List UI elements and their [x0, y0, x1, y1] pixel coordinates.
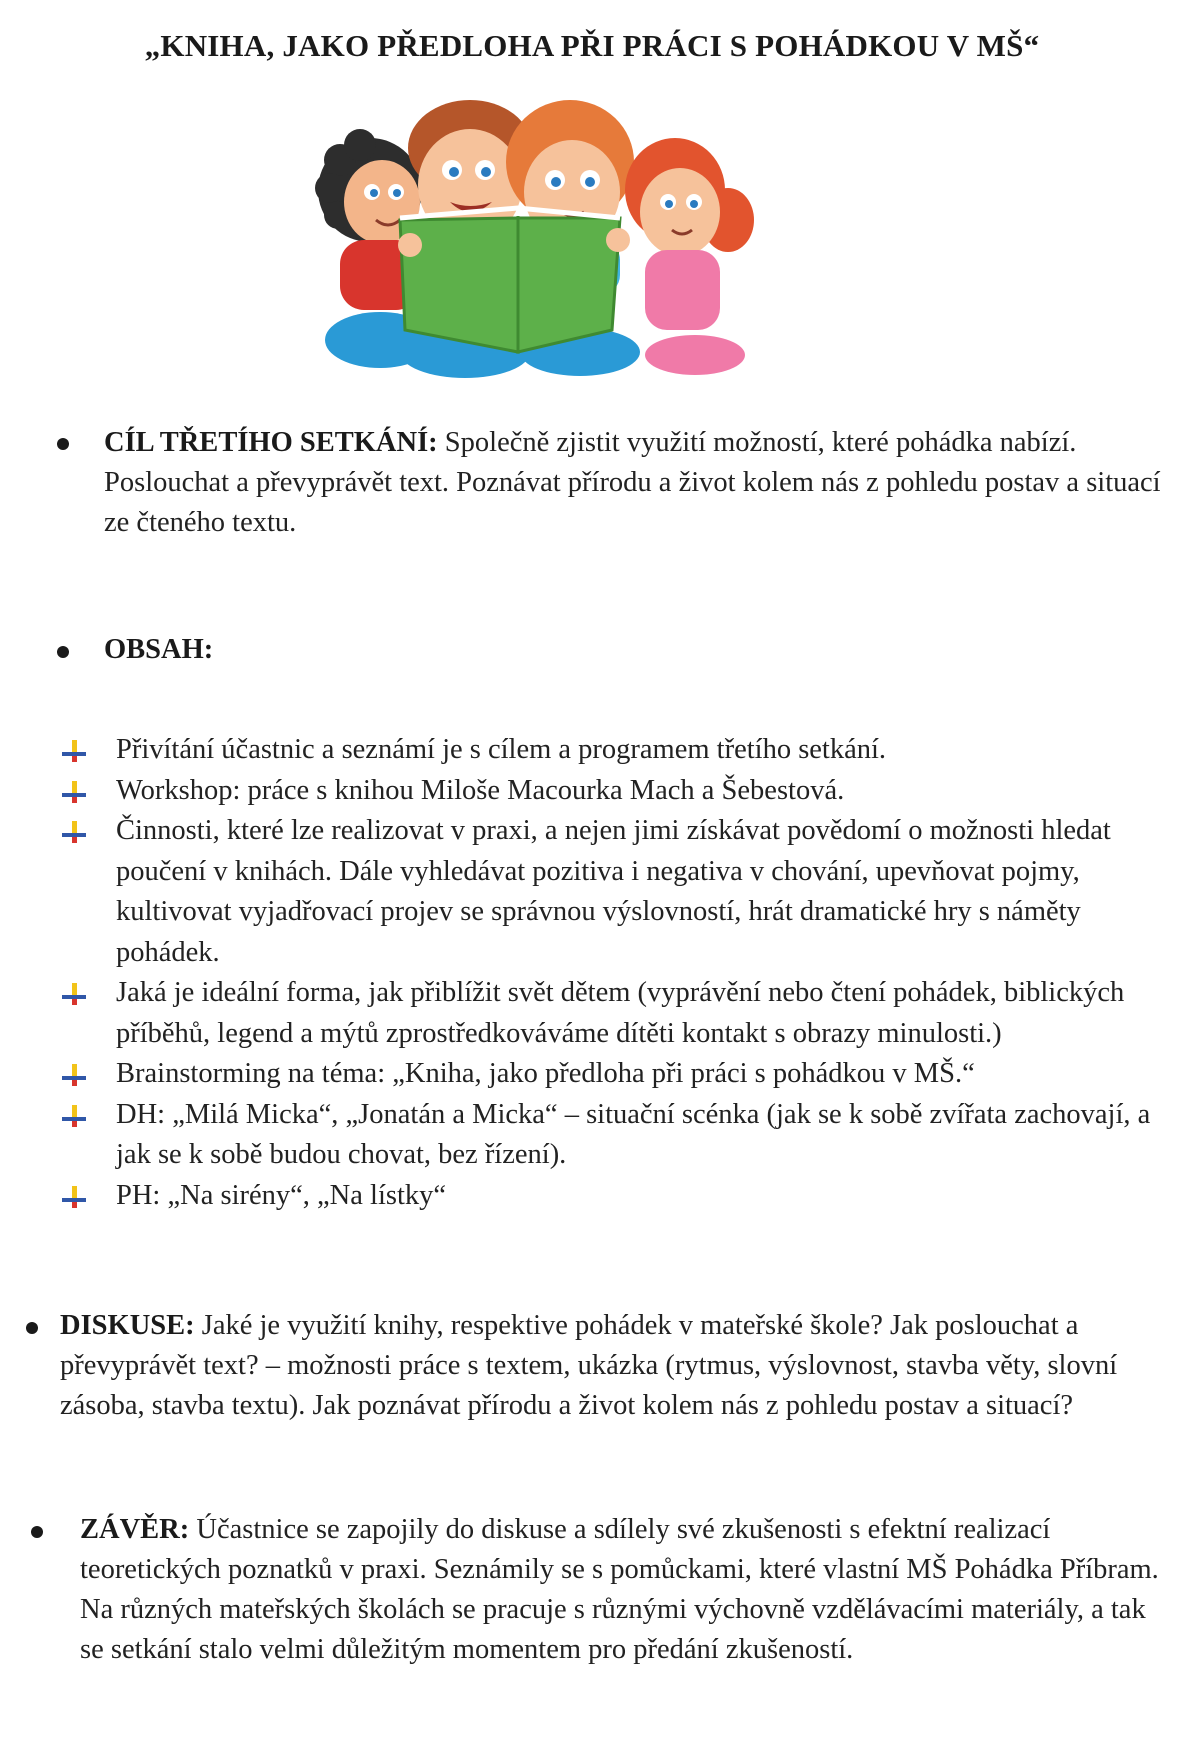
content-heading-line	[104, 630, 213, 670]
list-item: DH: „Milá Micka“, „Jonatán a Micka“ – situační scénka (jak se k sobě zvířata zachovají, a jak se k sobě budou chovat, bez řízení).	[62, 1095, 1162, 1176]
discussion-text: Jaké je využití knihy, respektive pohádek v mateřské škole? Jak poslouchat a převyprávět text? – možnosti práce s textem, ukázka (rytmus, výslovnost, stavba věty, slovní zásoba, stavba textu). Jak poznávat přírodu a život kolem nás z pohledu postav a situací?	[60, 1310, 1118, 1421]
discussion-heading: DISKUSE:	[60, 1310, 195, 1341]
list-arrow-icon	[62, 781, 86, 805]
content-items	[62, 730, 1162, 1216]
children-reading-illustration	[300, 90, 820, 390]
list-item: Jaká je ideální forma, jak přiblížit svět dětem (vyprávění nebo čtení pohádek, biblických příběhů, legend a mýtů zprostředkováváme dítěti kontakt s obrazy minulosti.)	[62, 973, 1162, 1054]
list-item: Přivítání účastnic a seznámí je s cílem a programem třetího setkání.	[62, 730, 1162, 771]
goal-text: Společně zjistit využití možností, které pohádka nabízí. Poslouchat a převyprávět text. Poznávat přírodu a život kolem nás z pohledu postav a situací ze čteného textu.	[104, 427, 1161, 538]
goal-heading: CÍL TŘETÍHO SETKÁNÍ:	[104, 427, 438, 458]
list-item: Činnosti, které lze realizovat v praxi, a nejen jimi získávat povědomí o možnosti hledat poučení v knihách. Dále vyhledávat pozitiva i negativa v chování, upevňovat pojmy, kultivovat vyjadřovací projev se správnou výslovností, hrát dramatické hry s náměty pohádek.	[62, 811, 1162, 973]
list-arrow-icon	[62, 821, 86, 845]
bullet-content	[57, 646, 69, 658]
bullet-conclusion	[31, 1526, 43, 1538]
green-book	[400, 208, 620, 352]
list-arrow-icon	[62, 1186, 86, 1210]
list-arrow-icon	[62, 740, 86, 764]
list-arrow-icon	[62, 1105, 86, 1129]
list-item: PH: „Na sirény“, „Na lístky“	[62, 1176, 1162, 1217]
girl-right-figure	[625, 138, 754, 375]
conclusion-text: Účastnice se zapojily do diskuse a sdílely své zkušenosti s efektní realizací teoretických poznatků v praxi. Seznámily se s pomůckami, které vlastní MŠ Pohádka Příbram. Na různých mateřských školách se pracuje s různými výchovně vzdělávacími materiály, a tak se setkání stalo velmi důležitým momentem pro předání zkušeností.	[80, 1514, 1159, 1665]
bullet-discussion	[26, 1322, 38, 1334]
conclusion-paragraph	[80, 1510, 1162, 1670]
page-title: „KNIHA, JAKO PŘEDLOHA PŘI PRÁCI S POHÁDKOU V MŠ“	[144, 28, 1040, 63]
discussion-paragraph	[60, 1306, 1160, 1426]
list-item: Brainstorming na téma: „Kniha, jako předloha při práci s pohádkou v MŠ.“	[62, 1054, 1162, 1095]
list-arrow-icon	[62, 1064, 86, 1088]
content-heading: OBSAH:	[104, 634, 214, 665]
goal-paragraph	[104, 423, 1164, 543]
conclusion-heading: ZÁVĚR:	[80, 1514, 190, 1545]
bullet-goal	[57, 438, 69, 450]
list-arrow-icon	[62, 983, 86, 1007]
list-item: Workshop: práce s knihou Miloše Macourka Mach a Šebestová.	[62, 771, 1162, 812]
